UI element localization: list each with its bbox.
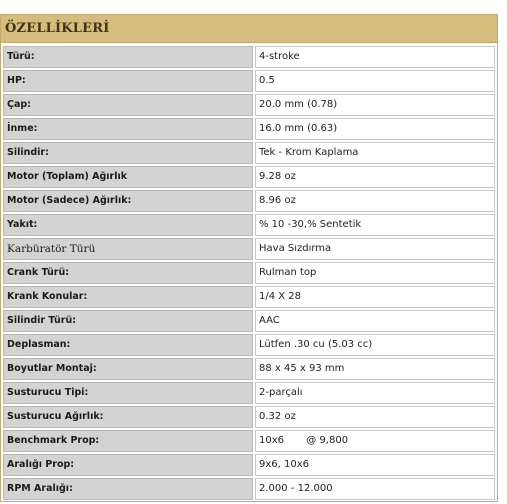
spec-label: Susturucu Ağırlık: — [3, 406, 253, 428]
spec-label: Krank Konular: — [3, 286, 253, 308]
spec-label: Susturucu Tipi: — [3, 382, 253, 404]
specifications-panel — [0, 14, 498, 502]
spec-value: 2-parçalı — [255, 382, 495, 404]
spec-label: Crank Türü: — [3, 262, 253, 284]
spec-label: Motor (Sadece) Ağırlık: — [3, 190, 253, 212]
spec-label: Motor (Toplam) Ağırlık — [3, 166, 253, 188]
table-row — [2, 381, 496, 405]
section-title: ÖZELLİKLERİ — [1, 15, 497, 43]
spec-label: İnme: — [3, 118, 253, 140]
table-row — [2, 477, 496, 501]
spec-value: Hava Sızdırma — [255, 238, 495, 260]
spec-value: Lütfen .30 cu (5.03 cc) — [255, 334, 495, 356]
spec-value: AAC — [255, 310, 495, 332]
table-row — [2, 165, 496, 189]
spec-label: Türü: — [3, 46, 253, 68]
table-row — [2, 309, 496, 333]
table-row — [2, 453, 496, 477]
spec-value: 20.0 mm (0.78) — [255, 94, 495, 116]
spec-label: RPM Aralığı: — [3, 478, 253, 500]
specifications-table — [1, 43, 497, 501]
spec-value: Rulman top — [255, 262, 495, 284]
spec-value: 0.32 oz — [255, 406, 495, 428]
table-row — [2, 357, 496, 381]
spec-label: Karbüratör Türü — [3, 238, 253, 260]
table-row — [2, 405, 496, 429]
spec-label: Yakıt: — [3, 214, 253, 236]
spec-label: Benchmark Prop: — [3, 430, 253, 452]
table-row — [2, 45, 496, 69]
spec-value: % 10 -30,% Sentetik — [255, 214, 495, 236]
spec-label: Silindir Türü: — [3, 310, 253, 332]
spec-value: 8.96 oz — [255, 190, 495, 212]
spec-label: Aralığı Prop: — [3, 454, 253, 476]
spec-label: Silindir: — [3, 142, 253, 164]
table-row — [2, 237, 496, 261]
spec-value: 88 x 45 x 93 mm — [255, 358, 495, 380]
table-row — [2, 93, 496, 117]
spec-value: 4-stroke — [255, 46, 495, 68]
table-row — [2, 429, 496, 453]
table-row — [2, 261, 496, 285]
table-row — [2, 69, 496, 93]
spec-label: Deplasman: — [3, 334, 253, 356]
spec-value: 9x6, 10x6 — [255, 454, 495, 476]
spec-label: HP: — [3, 70, 253, 92]
table-row — [2, 141, 496, 165]
table-row — [2, 333, 496, 357]
table-row — [2, 189, 496, 213]
spec-value: Tek - Krom Kaplama — [255, 142, 495, 164]
table-row — [2, 285, 496, 309]
spec-label: Çap: — [3, 94, 253, 116]
spec-label: Boyutlar Montaj: — [3, 358, 253, 380]
spec-value: 1/4 X 28 — [255, 286, 495, 308]
spec-value: 2.000 - 12.000 — [255, 478, 495, 500]
table-row — [2, 213, 496, 237]
spec-value: 0.5 — [255, 70, 495, 92]
spec-value: 10x6 @ 9,800 — [255, 430, 495, 452]
table-row — [2, 117, 496, 141]
spec-value: 16.0 mm (0.63) — [255, 118, 495, 140]
spec-value: 9.28 oz — [255, 166, 495, 188]
